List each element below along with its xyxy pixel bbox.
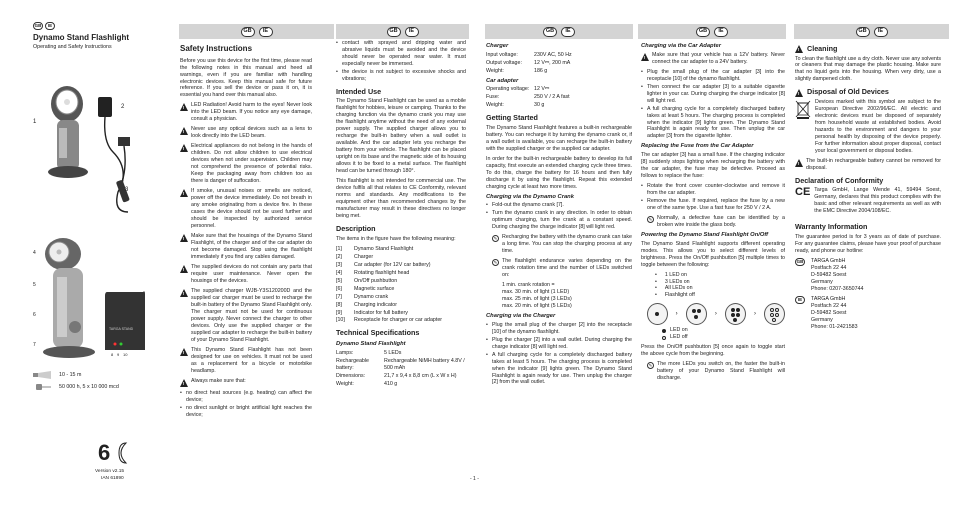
page-number: - 1 - xyxy=(470,476,479,482)
list-item: • A full charging cycle for a completely discharged battery takes at least 5 hours. The charging process is completed when the indicator [9] lights green. The Dynamo Stand Flashlight is again ready for use. Then unplug the car adapter [3] from the cigarette lighter. xyxy=(641,106,785,141)
warning-icon xyxy=(180,348,188,356)
list-item: • Fold-out the dynamo crank [7]. xyxy=(486,202,632,209)
figure-label-10: 10 xyxy=(123,352,128,357)
list-item: • contact with sprayed and dripping water and abrasive liquids must be avoided and the device should never be operated near water. It must especially never be immersed. xyxy=(336,40,466,68)
list-item: • Then connect the car adapter [3] to a suitable cigarette lighter in your car. During charging the charge indicator [8] will light red. xyxy=(641,84,785,105)
parts-list xyxy=(336,246,466,325)
part-item: [1] Dynamo Stand Flashlight xyxy=(336,245,414,252)
led-mode-off xyxy=(764,303,785,325)
figure-label-6: 6 xyxy=(33,312,36,318)
moon-icon xyxy=(116,442,130,464)
led-diagram: › › › xyxy=(647,303,785,325)
description-heading: Description xyxy=(336,224,376,234)
warning-icon xyxy=(180,234,188,242)
address-gb: GB TARGA GmbH Postfach 22 44 D-59482 Soest Germany Phone: 0207-3650744 xyxy=(796,257,864,292)
list-item: • A full charging cycle for a completely discharged battery takes at least 5 hours. The charging process is completed when the indicator [9] lights green. The Dynamo Stand Flashlight is again ready for use. Then unplug the charger [2] from the wall outlet. xyxy=(486,352,632,387)
led-mode-1 xyxy=(647,303,668,325)
product-image-top xyxy=(33,72,163,222)
product-image-detail xyxy=(33,232,163,367)
list-item: • Turn the dynamo crank in any direction. In order to obtain optimum charging, turn the crank at a constant speed. During charging the charge indicator [8] will light red. xyxy=(486,210,632,231)
lifetime-spec: 50 000 h, 5 x 10 000 mcd xyxy=(33,382,119,392)
column-header-5: GB IE xyxy=(794,24,949,39)
safety-heading: Safety Instructions xyxy=(180,44,253,53)
warning-icon xyxy=(795,45,803,53)
version-block xyxy=(98,442,130,464)
column-header-3: GB IE xyxy=(485,24,633,39)
led-mode-3 xyxy=(686,303,707,325)
list-item: • Remove the fuse. If required, replace the fuse by a new one of the same type. Use a fast fuse for 250 V / 2 A. xyxy=(641,198,785,212)
warning-icon xyxy=(180,289,188,297)
part-item: [5] On/Off pushbutton xyxy=(336,277,398,284)
car-specs xyxy=(486,86,632,109)
part-item: [7] Dynamo crank xyxy=(336,293,389,300)
mode-list: • 1 LED on • 3 LEDs on • All LEDs on • Flashlight off xyxy=(655,271,695,299)
warning-icon xyxy=(180,379,188,387)
spec-row: Fuse: 250 V / 2 A fast xyxy=(486,94,570,101)
figure-label-1: 1 xyxy=(33,119,37,125)
figure-label-7: 7 xyxy=(33,342,36,348)
charger-specs xyxy=(486,52,632,75)
part-item: [3] Car adapter (for 12V car battery) xyxy=(336,261,431,268)
figure-label-4: 4 xyxy=(33,250,36,256)
language-badges xyxy=(33,22,163,30)
badge-ie: IE xyxy=(45,22,55,30)
led-icon xyxy=(33,382,53,392)
warranty-heading: Warranty Information xyxy=(795,222,868,232)
cover-column xyxy=(33,22,163,492)
figure-label-2: 2 xyxy=(121,104,125,110)
warning-icon xyxy=(180,189,188,197)
spec-row: Weight: 410 g xyxy=(336,380,398,387)
note-icon: ✎ xyxy=(648,216,653,222)
part-item: [6] Magnetic surface xyxy=(336,285,395,292)
note-icon: ✎ xyxy=(493,235,498,241)
safety-intro: Before you use this device for the first time, please read the following notes in this manual and heed all warnings, even if you are familiar with handling electronic devices. Keep this manual safe for future reference. If you sell the device or pass it on, it is essential you hand over this manual also. xyxy=(180,57,312,99)
warning-icon xyxy=(180,144,188,152)
getting-started-heading: Getting Started xyxy=(486,113,538,123)
part-item: [2] Charger xyxy=(336,253,374,260)
column-header-1: GB IE xyxy=(179,24,334,39)
warning-icon xyxy=(795,159,803,167)
cover-subtitle: Operating and Safety Instructions xyxy=(33,43,112,50)
warning-icon xyxy=(180,103,188,111)
intended-use-heading: Intended Use xyxy=(336,86,382,96)
figure-label-8: 8 xyxy=(111,352,114,357)
spec-row: Input voltage: 230V AC, 50 Hz xyxy=(486,51,572,58)
conditions-list xyxy=(180,390,312,419)
endurance-list: 1 min. crank rotation = max. 30 min. of light (1 LED) max. 25 min. of light (3 LEDs) max. 20 min. of light (5 LEDs) xyxy=(502,282,572,309)
list-item: • Plug the charger [2] into a wall outlet. During charging the charge indicator [8] will light red. xyxy=(486,337,632,351)
part-item: [8] Charging indicator xyxy=(336,301,397,308)
led-legend: LED on LED off xyxy=(641,327,785,341)
column-start: Charger Input voltage: 230V AC, 50 Hz Output voltage: 12 V⎓, 200 mA Weight: 186 g Car adapter Operating voltage: 12 V⎓ Fuse: 250 V / 2 A fast Weight: 30 g Getting Started The Dynamo Stand Flashlight features a built-in rechargeable battery. You can recharge it by turning the dynamo crank or, if a wall outlet is available, you can recharge the built-in battery with the supplied charger or the supplied car adapter. In order for the built-in rechargeable battery to develop its full capacity, first execute an extended charging cycle three times. To do this, charge the battery for 16 hours and then fully discharge it by using the flashlight. Repeat this extended charging cycle at least two more times. Charging via the Dynamo Crank • Fold-out the dynamo crank [7]. • Turn the dynamo crank in any direction. In order to obtain optimum charging, turn the crank at a constant speed. During charging the charge indicator [8] will light red. ✎ Recharging the battery with the dynamo crank can take a long time. You can stop the charging process at any time. ✎ The flashlight endurance varies depending on the crank rotation time and the number of LEDs switched on: 1 min. crank rotation = max. 30 min. of light (1 LED) max. 25 min. of light (3 LEDs) max. 20 min. of light (5 LEDs) Charging via the Charger • Plug the small plug of the charger [2] into the receptacle [10] of the dynamo flashlight. • Plug the charger [2] into a wall outlet. During charging the charge indicator [8] will light red. • A full charging cycle for a completely discharged battery takes at least 5 hours. The charging process is completed when the indicator [9] lights green. The Dynamo Stand Flashlight is again ready for use. Then unplug the charger [2] from the wall outlet. xyxy=(486,40,632,389)
column-header-2: GB IE xyxy=(336,24,469,39)
badge-gb: GB xyxy=(34,23,42,29)
part-item: [4] Rotating flashlight head xyxy=(336,269,410,276)
note-icon: ✎ xyxy=(493,259,498,265)
six-icon: 6 xyxy=(98,440,111,465)
note-icon: ✎ xyxy=(648,362,653,368)
conformity-heading: Declaration of Conformity xyxy=(795,175,884,185)
ian-text: IAN 61890 xyxy=(101,476,124,481)
warning-icon xyxy=(641,53,649,61)
spec-row: Weight: 30 g xyxy=(486,102,545,109)
column-header-4: GB IE xyxy=(638,24,786,39)
column-use: • contact with sprayed and dripping water and abrasive liquids must be avoided and the device should never be operated near water. It must especially never be immersed. • the device is not subject to excessive shocks and vibrations; Intended Use The Dynamo Stand Flashlight can be used as a mobile flashlight for hobbies, leisure or camping. Thanks to the charging function via the dynamo crank you may use the flashlight anytime without the need of any external power supply. The supplied charger allows you to recharge the built-in battery when a wall outlet is available. And the car adapter lets you recharge the battery from your vehicle. The flashlight can be placed upright on its base and the magnetic side of its housing allows it to be fixed to a metal surface. The flashlight head can be turned through 180°. This flashlight is not intended for commercial use. The device fulfils all that relates to CE Conformity, relevant norms and standards. Any modifications to the equipment other than recommended changes by the manufacturer may result in these directives no longer being met. Description The items in the figure have the following meaning: [1] Dynamo Stand Flashlight [2] Charger [3] Car adapter (for 12V car battery) [4] Rotating flashlight head [5] On/Off pushbutton [6] Magnetic surface [7] Dynamo crank [8] Charging indicator [9] Indicator for full battery [10] Receptacle for charger or car adapter Technical Specifications Dynamo Stand Flashlight Lamps: 5 LEDs Rechargeable battery: Rechargeable NiMH battery 4.8V / 500 mAh Dimensions: 21,7 x 9,4 x 8,8 cm (L x W x H) Weight: 410 g xyxy=(336,40,466,389)
spec-row: Rechargeable battery: Rechargeable NiMH battery 4.8V / 500 mAh xyxy=(336,357,465,371)
column-charging: Charging via the Car Adapter ! Make sure that your vehicle has a 12V battery. Never connect the car adapter to a 24V battery. • Plug the small plug of the car adapter [3] into the receptacle [10] of the dynamo flashlight. • Then connect the car adapter [3] to a suitable cigarette lighter in your car. During charging the charge indicator [8] will light red. • A full charging cycle for a completely discharged battery takes at least 5 hours. The charging process is completed when the indicator [9] lights green. The Dynamo Stand Flashlight is again ready for use. Then unplug the car adapter [3] from the cigarette lighter. Replacing the Fuse from the Car Adapter The car adapter [3] has a small fuse. If the charging indicator [8] suddenly stops lighting when recharging the battery with the car adapter, the fuse may be defective. Proceed as follows to replace the fuse: • Rotate the front cover counter-clockwise and remove it from the car adapter. • Remove the fuse. If required, replace the fuse by a new one of the same type. Use a fast fuse for 250 V / 2 A. ✎ Normally, a defective fuse can be identified by a broken wire inside the glass body. Powering the Dynamo Stand Flashlight On/Off The Dynamo Stand Flashlight supports different operating modes. This allows you to select different levels of brightness. Press the On/Off pushbutton [5] multiple times to toggle between the following: • 1 LED on • 3 LEDs on • All LEDs on • Flashlight off › › › LED on LED off Press the On/Off pushbutton [5] once again to toggle start the above cycle from the beginning. ✎ The more LEDs you switch on, the faster the built-in battery of your Dynamo Stand Flashlight will discharge. xyxy=(641,40,785,385)
warning-icon xyxy=(180,265,188,273)
list-item: • the device is not subject to excessive shocks and vibrations; xyxy=(336,69,466,83)
part-item: [10] Receptacle for charger or car adapter xyxy=(336,317,443,324)
figure-model-text: TARGA STAND xyxy=(109,327,134,331)
column-cleaning: ! Cleaning To clean the flashlight use a dry cloth. Never use any solvents or cleaners that may damage the plastic housing. Make sure that no liquid gets into the housing. When very dirty, use a slightly dampened cloth. ! Disposal of Old Devices Devices marked with this symbol are subject to the European Directive 2002/96/EC. All electric and electronic devices must be disposed of separately from household waste at established bodies. Avoid hazards to the environment and dangers to your personal health by disposing of the device properly. For further information about proper disposal, contact your local government or disposal bodies. ! The built-in rechargeable battery cannot be removed for disposal. Declaration of Conformity CE Targa GmbH, Lange Wende 41, 59494 Soest, Germany, declares that this product complies with the basic and other relevant requirements as well as with the EMC Directive 2004/108/EC. Warranty Information The guarantee period is for 3 years as of date of purchase. For any guarantee claims, please have your proof of purchase ready, and phone our hotline: GB TARGA GmbH Postfach 22 44 D-59482 Soest Germany Phone: 0207-3650744 IE TARGA GmbH Postfach 22 44 D-59482 Soest Germany Phone: 01-2421583 xyxy=(795,40,941,334)
list-item: • no direct sunlight or bright artificial light reaches the device; xyxy=(180,405,312,419)
list-item: • Plug the small plug of the car adapter [3] into the receptacle [10] of the dynamo flashlight. xyxy=(641,69,785,83)
figure-label-9: 9 xyxy=(117,352,120,357)
list-item: • Plug the small plug of the charger [2] into the receptacle [10] of the dynamo flashlight. xyxy=(486,322,632,336)
spec-row: Lamps: 5 LEDs xyxy=(336,349,402,356)
list-item: • no direct heat sources (e.g. heating) can affect the device; xyxy=(180,390,312,404)
spec-row: Weight: 186 g xyxy=(486,67,548,74)
led-mode-all xyxy=(725,303,746,325)
cover-title: Dynamo Stand Flashlight xyxy=(33,33,130,42)
spec-row: Dimensions: 21,7 x 9,4 x 8,8 cm (L x W x H) xyxy=(336,372,457,379)
beam-icon xyxy=(33,371,53,379)
range-spec: 10 - 15 m xyxy=(33,371,81,379)
ce-mark-icon: CE xyxy=(795,186,811,199)
flashlight-specs xyxy=(336,350,466,388)
part-item: [9] Indicator for full battery xyxy=(336,309,408,316)
warning-icon xyxy=(180,127,188,135)
list-item: • Rotate the front cover counter-clockwise and remove it from the car adapter. xyxy=(641,183,785,197)
address-ie: IE TARGA GmbH Postfach 22 44 D-59482 Soest Germany Phone: 01-2421583 xyxy=(795,296,941,331)
figure-label-3: 3 xyxy=(125,187,129,193)
spec-row: Output voltage: 12 V⎓, 200 mA xyxy=(486,59,571,66)
tech-specs-heading: Technical Specifications xyxy=(336,328,420,338)
wheelie-bin-icon xyxy=(795,99,811,119)
version-text: Version v2.15 xyxy=(95,469,125,474)
warning-icon xyxy=(795,89,803,97)
column-safety: Safety Instructions Before you use this device for the first time, please read the following notes in this manual and heed all warnings, even if you are familiar with handling electronic devices. Keep this manual safe for future reference. If you sell the device or pass it on, it is essential you hand over this manual also. ! LED Radiation! Avoid harm to the eyes! Never look into the LED beam. If you notice any eye damage, consult a physician. ! Never use any optical devices such as a lens to look directly into the LED beam. ! Electrical appliances do not belong in the hands of children. Do not allow children to use electrical devices when not under supervision. Children may not comprehend the presence of potential risks. Keep the packaging away from children too as there is danger of suffocation. ! If smoke, unusual noises or smells are noticed, power off the device immediately. Do not breath in any smoke originating from a device fire. In these cases the device should not be used further and should be inspected by authorized service personnel. ! Make sure that the housings of the Dynamo Stand Flashlight, of the charger and of the car adapter do not become damaged. Stop using the flashlight immediately if you find any cables damaged. ! The supplied devices do not contain any parts that require user maintenance. Never open the housings of the devices. ! The supplied charger WJB-Y3S120200D and the supplied car charger must be used to recharge the built-in battery of the Dynamo Stand Flashlight only. The charger must not be used for continuous power supply. Never connect the charger to other devices. Only use the supplied charger or the supplied car adapter to recharge the built-in battery of your Dynamo Stand Flashlight. ! This Dynamo Stand Flashlight has not been designed for use on vehicles. It must not be used as a replacement for a bicycle or motorbike headlamp. ! Always make sure that: • no direct heat sources (e.g. heating) can affect the device; • no direct sunlight or bright artificial light reaches the device; xyxy=(180,40,312,422)
spec-row: Operating voltage: 12 V⎓ xyxy=(486,86,550,93)
figure-label-5: 5 xyxy=(33,282,36,288)
